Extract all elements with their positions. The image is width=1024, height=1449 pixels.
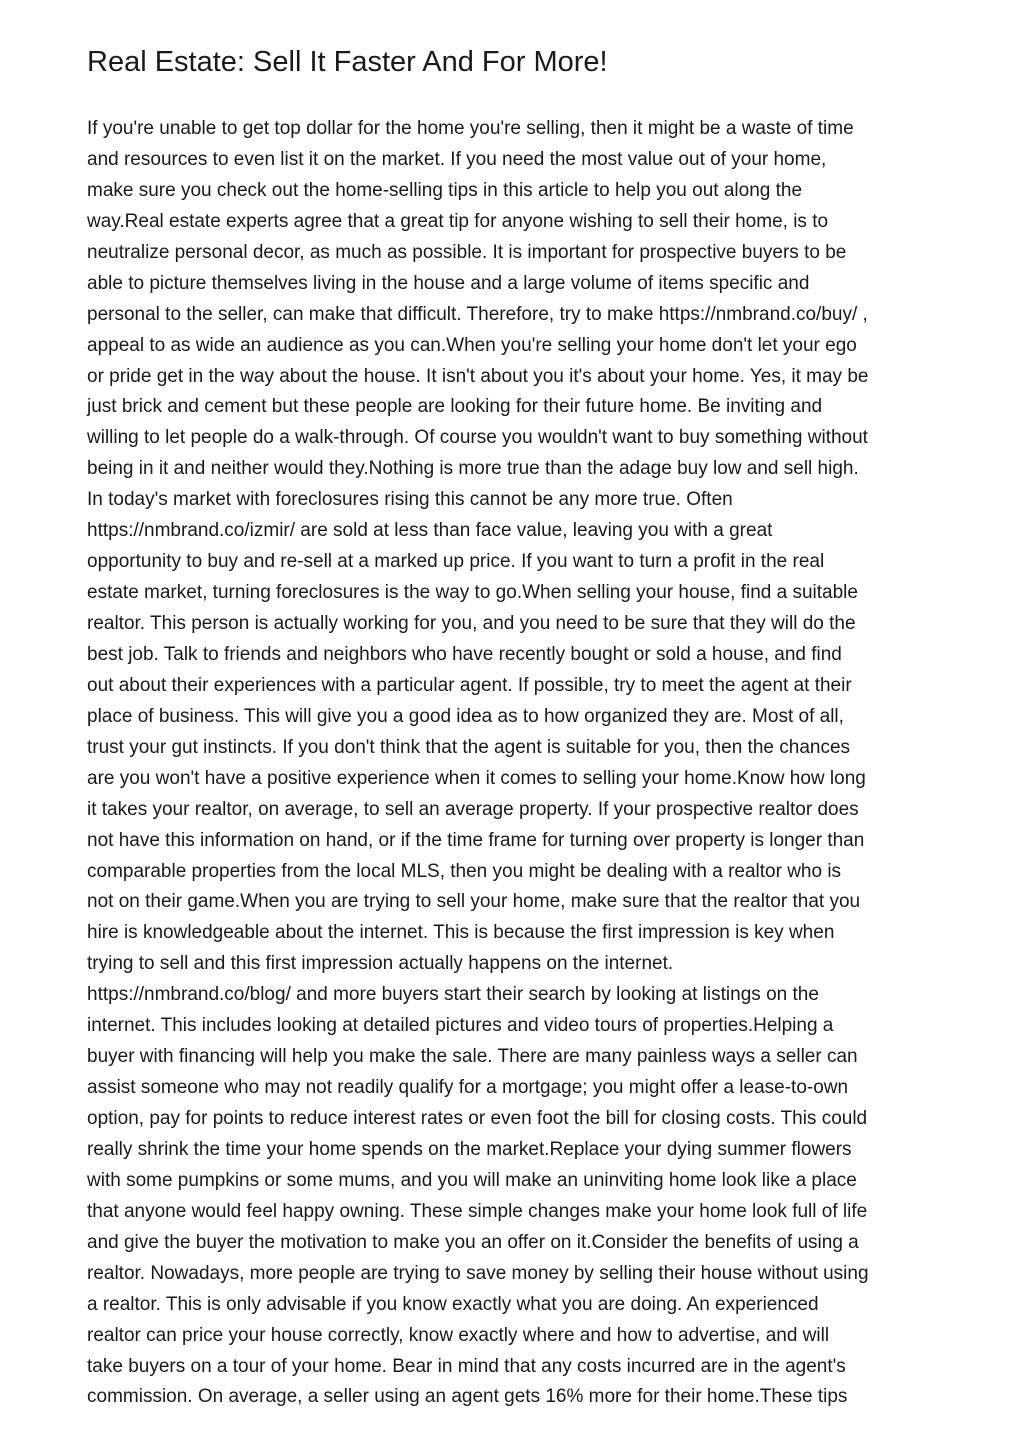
- body-text-line: personal to the seller, can make that difficult. Therefore, try to make https://nmbrand.co/buy/ ,: [87, 303, 868, 325]
- body-text-line: estate market, turning foreclosures is the way to go.When selling your house, find a suitable: [87, 582, 858, 604]
- body-text-line: a realtor. This is only advisable if you know exactly what you are doing. An experienced: [87, 1293, 819, 1315]
- body-text-line: If you're unable to get top dollar for the home you're selling, then it might be a waste of time: [87, 118, 854, 139]
- body-text-line: https://nmbrand.co/izmir/ are sold at less than face value, leaving you with a great: [87, 520, 773, 542]
- body-text-line: buyer with financing will help you make the sale. There are many painless ways a seller can: [87, 1046, 858, 1068]
- body-text-line: it takes your realtor, on average, to sell an average property. If your prospective realtor does: [87, 798, 859, 820]
- body-text-line: opportunity to buy and re-sell at a marked up price. If you want to turn a profit in the real: [87, 551, 825, 573]
- body-text-line: commission. On average, a seller using an agent gets 16% more for their home.These tips: [87, 1386, 848, 1408]
- body-text-line: with some pumpkins or some mums, and you will make an uninviting home look like a place: [87, 1169, 857, 1191]
- body-text-line: or pride get in the way about the house. It isn't about you it's about your home. Yes, it may be: [87, 365, 869, 387]
- body-text-line: trust your gut instincts. If you don't think that the agent is suitable for you, then the chances: [87, 736, 851, 758]
- body-text-line: are you won't have a positive experience when it comes to selling your home.Know how long: [87, 767, 866, 789]
- article-body: [87, 114, 947, 1413]
- body-text-line: out about their experiences with a particular agent. If possible, try to meet the agent at their: [87, 674, 852, 696]
- body-text-line: https://nmbrand.co/blog/ and more buyers start their search by looking at listings on the: [87, 984, 819, 1006]
- body-text-line: place of business. This will give you a good idea as to how organized they are. Most of all,: [87, 705, 844, 727]
- body-text-line: just brick and cement but these people are looking for their future home. Be inviting and: [87, 396, 823, 418]
- body-text-line: best job. Talk to friends and neighbors who have recently bought or sold a house, and find: [87, 643, 842, 665]
- body-text-line: In today's market with foreclosures rising this cannot be any more true. Often: [87, 489, 733, 511]
- body-text-line: assist someone who may not readily qualify for a mortgage; you might offer a lease-to-own: [87, 1077, 849, 1099]
- body-text-line: realtor. This person is actually working for you, and you need to be sure that they will do the: [87, 613, 856, 634]
- body-text-line: option, pay for points to reduce interest rates or even foot the bill for closing costs. This could: [87, 1108, 868, 1129]
- body-text-line: being in it and neither would they.Nothing is more true than the adage buy low and sell high.: [87, 458, 859, 480]
- body-text-line: really shrink the time your home spends on the market.Replace your dying summer flowers: [87, 1138, 852, 1160]
- body-text-line: hire is knowledgeable about the internet. This is because the first impression is key when: [87, 922, 835, 944]
- body-text-line: way.Real estate experts agree that a great tip for anyone wishing to sell their home, is to: [87, 210, 829, 232]
- body-text-line: appeal to as wide an audience as you can.When you're selling your home don't let your ego: [87, 334, 857, 356]
- body-text-line: that anyone would feel happy owning. These simple changes make your home look full of life: [87, 1200, 868, 1222]
- body-text-line: not have this information on hand, or if the time frame for turning over property is longer than: [87, 829, 865, 851]
- body-text-line: make sure you check out the home-selling tips in this article to help you out along the: [87, 179, 803, 201]
- body-text-line: willing to let people do a walk-through. Of course you wouldn't want to buy something without: [87, 427, 868, 449]
- body-text-line: realtor. Nowadays, more people are trying to save money by selling their house without using: [87, 1262, 869, 1284]
- body-text-line: and resources to even list it on the market. If you need the most value out of your home,: [87, 148, 827, 170]
- body-text-line: internet. This includes looking at detailed pictures and video tours of properties.Helping a: [87, 1015, 834, 1037]
- body-text-line: realtor can price your house correctly, know exactly where and how to advertise, and will: [87, 1324, 830, 1346]
- body-text-line: comparable properties from the local MLS, then you might be dealing with a realtor who is: [87, 860, 842, 882]
- page-title: Real Estate: Sell It Faster And For More!: [87, 46, 608, 78]
- body-text-line: and give the buyer the motivation to make you an offer on it.Consider the benefits of using a: [87, 1231, 859, 1253]
- body-text-line: able to picture themselves living in the house and a large volume of items specific and: [87, 272, 810, 294]
- body-text-line: not on their game.When you are trying to sell your home, make sure that the realtor that you: [87, 891, 861, 913]
- body-text-line: trying to sell and this first impression actually happens on the internet.: [87, 953, 674, 975]
- body-text-line: take buyers on a tour of your home. Bear in mind that any costs incurred are in the agent's: [87, 1355, 846, 1377]
- body-text-line: neutralize personal decor, as much as possible. It is important for prospective buyers to be: [87, 241, 847, 263]
